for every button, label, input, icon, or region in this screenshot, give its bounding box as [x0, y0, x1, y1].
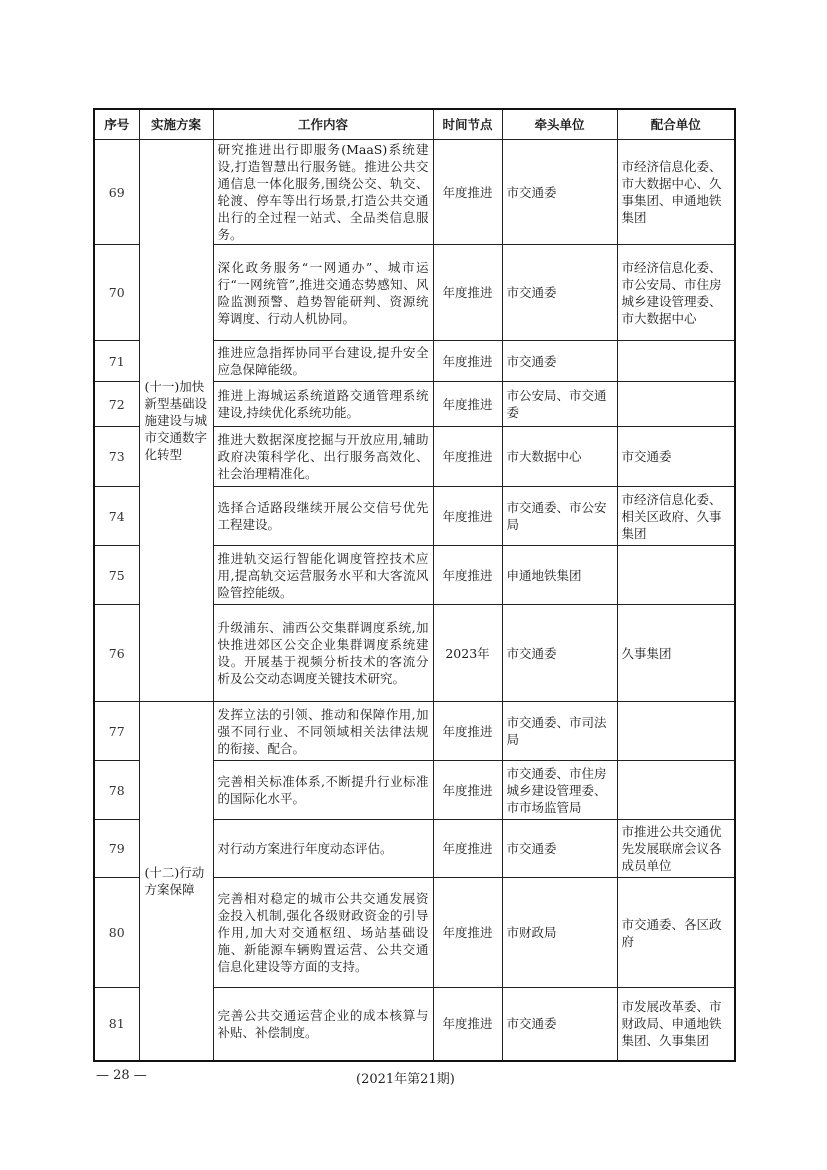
- time-node: 年度推进: [433, 382, 502, 427]
- row-number: 69: [94, 140, 139, 245]
- issue-label: (2021年第21期): [356, 1072, 455, 1087]
- time-node: 年度推进: [433, 988, 502, 1061]
- row-number: 79: [94, 820, 139, 878]
- time-node: 年度推进: [433, 140, 502, 245]
- cooperating-unit: 市经济信息化委、相关区政府、久事集团: [617, 487, 735, 546]
- lead-unit: 市交通委、市司法局: [502, 702, 617, 761]
- work-content: 完善相关标准体系,不断提升行业标准的国际化水平。: [213, 761, 433, 820]
- header-cooperating-unit: 配合单位: [617, 109, 735, 140]
- cooperating-unit: 市推进公共交通优先发展联席会议各成员单位: [617, 820, 735, 878]
- time-node: 年度推进: [433, 820, 502, 878]
- work-content: 完善相对稳定的城市公共交通发展资金投入机制,强化各级财政资金的引导作用,加大对交通枢纽、场站基础设施、新能源车辆购置运营、公共交通信息化建设等方面的支持。: [213, 878, 433, 988]
- time-node: 2023年: [433, 605, 502, 702]
- row-number: 73: [94, 427, 139, 487]
- row-number: 76: [94, 605, 139, 702]
- lead-unit: 市交通委: [502, 245, 617, 341]
- row-number: 78: [94, 761, 139, 820]
- work-content: 推进上海城运系统道路交通管理系统建设,持续优化系统功能。: [213, 382, 433, 427]
- lead-unit: 市交通委: [502, 988, 617, 1061]
- row-number: 81: [94, 988, 139, 1061]
- cooperating-unit: [617, 761, 735, 820]
- header-plan: 实施方案: [139, 109, 213, 140]
- cooperating-unit: [617, 341, 735, 382]
- table-header-row: [94, 109, 735, 140]
- row-number: 75: [94, 546, 139, 605]
- time-node: 年度推进: [433, 546, 502, 605]
- cooperating-unit: 市发展改革委、市财政局、申通地铁集团、久事集团: [617, 988, 735, 1061]
- work-content: 推进轨交运行智能化调度管控技术应用,提高轨交运营服务水平和大客流风险管控能级。: [213, 546, 433, 605]
- page-number: — 28 —: [96, 1068, 147, 1083]
- document-page: [93, 108, 734, 1062]
- cooperating-unit: [617, 546, 735, 605]
- header-lead-unit: 牵头单位: [502, 109, 617, 140]
- time-node: 年度推进: [433, 761, 502, 820]
- cooperating-unit: [617, 382, 735, 427]
- time-node: 年度推进: [433, 702, 502, 761]
- table-row: [94, 140, 735, 245]
- work-content: 研究推进出行即服务(MaaS)系统建设,打造智慧出行服务链。推进公共交通信息一体化服务,围绕公交、轨交、轮渡、停车等出行场景,打造公共交通出行的全过程一站式、全品类信息服务。: [213, 140, 433, 245]
- lead-unit: 市交通委: [502, 140, 617, 245]
- work-content: 推进应急指挥协同平台建设,提升安全应急保障能级。: [213, 341, 433, 382]
- cooperating-unit: 市交通委、各区政府: [617, 878, 735, 988]
- lead-unit: 市交通委: [502, 605, 617, 702]
- work-content: 推进大数据深度挖掘与开放应用,辅助政府决策科学化、出行服务高效化、社会治理精准化。: [213, 427, 433, 487]
- row-number: 74: [94, 487, 139, 546]
- cooperating-unit: 市经济信息化委、市大数据中心、久事集团、申通地铁集团: [617, 140, 735, 245]
- work-content: 对行动方案进行年度动态评估。: [213, 820, 433, 878]
- row-number: 71: [94, 341, 139, 382]
- cooperating-unit: 市经济信息化委、市公安局、市住房城乡建设管理委、市大数据中心: [617, 245, 735, 341]
- plan-group-label: (十二)行动方案保障: [139, 702, 213, 1061]
- work-content: 深化政务服务“一网通办”、城市运行“一网统管”,推进交通态势感知、风险监测预警、趋势智能研判、资源统筹调度、行动人机协同。: [213, 245, 433, 341]
- header-number: 序号: [94, 109, 139, 140]
- header-content: 工作内容: [213, 109, 433, 140]
- lead-unit: 市财政局: [502, 878, 617, 988]
- lead-unit: 市大数据中心: [502, 427, 617, 487]
- time-node: 年度推进: [433, 487, 502, 546]
- row-number: 72: [94, 382, 139, 427]
- cooperating-unit: 久事集团: [617, 605, 735, 702]
- row-number: 80: [94, 878, 139, 988]
- lead-unit: 市交通委: [502, 820, 617, 878]
- lead-unit: 市交通委、市住房城乡建设管理委、市市场监管局: [502, 761, 617, 820]
- work-content: 发挥立法的引领、推动和保障作用,加强不同行业、不同领域相关法律法规的衔接、配合。: [213, 702, 433, 761]
- work-content: 升级浦东、浦西公交集群调度系统,加快推进郊区公交企业集群调度系统建设。开展基于视频分析技术的客流分析及公交动态调度关键技术研究。: [213, 605, 433, 702]
- time-node: 年度推进: [433, 245, 502, 341]
- time-node: 年度推进: [433, 878, 502, 988]
- work-content: 选择合适路段继续开展公交信号优先工程建设。: [213, 487, 433, 546]
- cooperating-unit: [617, 702, 735, 761]
- plan-group-label: (十一)加快新型基础设施建设与城市交通数字化转型: [139, 140, 213, 702]
- table-row: [94, 702, 735, 761]
- row-number: 77: [94, 702, 139, 761]
- cooperating-unit: 市交通委: [617, 427, 735, 487]
- time-node: 年度推进: [433, 427, 502, 487]
- action-plan-table: [93, 108, 736, 1062]
- lead-unit: 市交通委、市公安局: [502, 487, 617, 546]
- lead-unit: 市公安局、市交通委: [502, 382, 617, 427]
- time-node: 年度推进: [433, 341, 502, 382]
- lead-unit: 市交通委: [502, 341, 617, 382]
- header-time: 时间节点: [433, 109, 502, 140]
- work-content: 完善公共交通运营企业的成本核算与补贴、补偿制度。: [213, 988, 433, 1061]
- lead-unit: 申通地铁集团: [502, 546, 617, 605]
- row-number: 70: [94, 245, 139, 341]
